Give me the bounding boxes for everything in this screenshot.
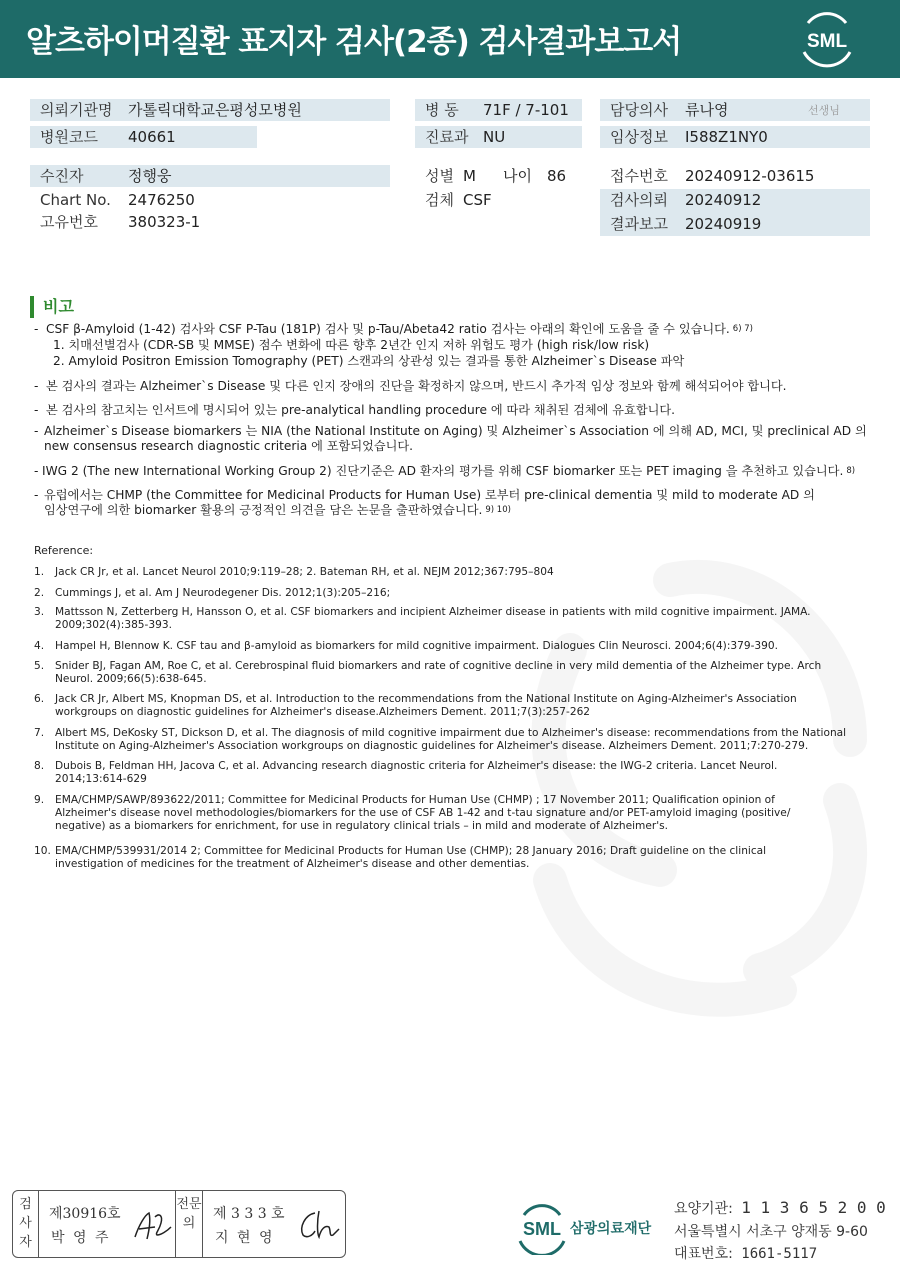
chart-field bbox=[30, 189, 390, 211]
reference-text: EMA/CHMP/539931/2014 2; Committee for Medicinal Products for Human Use (CHMP); 28 January 2016; Draft guideline on the clinical investigation of medicines for the treatment of Alzheimer's disease and other dementias. bbox=[55, 845, 767, 870]
unique-value: 380323-1 bbox=[128, 213, 201, 231]
receipt-field bbox=[600, 165, 870, 187]
remark-sup: 8) bbox=[846, 466, 856, 476]
specimen-field bbox=[415, 189, 582, 211]
report-field bbox=[600, 213, 870, 235]
doctor-value: 류나영 bbox=[685, 101, 729, 119]
reference-heading: Reference: bbox=[34, 544, 94, 557]
remark-subitem: 1. 치매선별검사 (CDR-SB 및 MMSE) 점수 변화에 따른 향후 2년간 인지 저하 위험도 평가 (high risk/low risk) bbox=[53, 338, 650, 352]
report-header bbox=[0, 0, 900, 78]
specialist-license: 제 3 3 3 호 bbox=[213, 1206, 285, 1222]
footer-sml-logo-icon bbox=[512, 1201, 572, 1255]
reference-text: Mattsson N, Zetterberg H, Hansson O, et al. CSF biomarkers and incipient Alzheimer disease in patients with mild cognitive impairment. JAMA. 2009;302(4):385-393. bbox=[55, 606, 811, 631]
clinical-value: I588Z1NY0 bbox=[685, 128, 768, 146]
reference-number: 4. bbox=[34, 640, 45, 652]
reference-number: 10. bbox=[34, 845, 51, 857]
remark-subitem: 2. Amyloid Positron Emission Tomography (PET) 스캔과의 상관성 있는 결과를 통한 Alzheimer`s Disease 파악 bbox=[53, 354, 685, 368]
reference-number: 8. bbox=[34, 760, 45, 772]
sex-label: 성별 bbox=[425, 167, 454, 185]
specimen-value: CSF bbox=[463, 191, 492, 209]
ward-value: 71F / 7-101 bbox=[483, 101, 569, 119]
dept-label: 진료과 bbox=[425, 128, 469, 146]
remark-text: 유럽에서는 CHMP (the Committee for Medicinal Products for Human Use) 로부터 pre-clinical dementia 및 mild to moderate AD 의 bbox=[44, 488, 815, 502]
reference-text: EMA/CHMP/SAWP/893622/2011; Committee for Medicinal Products for Human Use (CHMP) ; 17 November 2011; Qualification opinion of Alzheimer's disease novel methodologies/biomarkers for the use of CSF AB 1-42 and t-tau signature and/or PET-amyloid imaging (positive/ negative) as a biomarkers for enrichment, for use in regulatory clinical trials – in mild and moderate of Alzheimer's. bbox=[55, 794, 791, 832]
footer-address: 서울특별시 서초구 양재동 9-60 bbox=[674, 1224, 868, 1240]
reference-number: 7. bbox=[34, 727, 45, 739]
reference-number: 1. bbox=[34, 566, 45, 578]
reference-text: Albert MS, DeKosky ST, Dickson D, et al. The diagnosis of mild cognitive impairment due to Alzheimer's disease: recommendations from the National Institute on Aging-Alzheimer's Association workgroups on diagnostic guidelines for Alzheimer's disease. Alzheimers Dement. 2011;7:270-279. bbox=[55, 727, 847, 752]
care-number: 1 1 3 6 5 2 0 0 bbox=[741, 1198, 886, 1217]
request-field bbox=[600, 189, 870, 211]
specimen-label: 검체 bbox=[425, 191, 454, 209]
unique-field bbox=[30, 211, 390, 233]
remark-text-cont: new consensus research diagnostic criteria 에 포함되었습니다. bbox=[44, 439, 414, 453]
specialist-name: 지 현 영 bbox=[215, 1230, 273, 1246]
inspector-license: 제30916호 bbox=[49, 1206, 121, 1222]
sml-logo-icon bbox=[796, 10, 858, 68]
age-value: 86 bbox=[547, 167, 567, 185]
report-label: 결과보고 bbox=[610, 215, 668, 233]
remark-text-cont: 임상연구에 의한 biomarker 활용의 긍정적인 의견을 담은 논문을 출판하였습니다. bbox=[44, 503, 483, 517]
reference-text: Hampel H, Blennow K. CSF tau and β-amyloid as biomarkers for mild cognitive impairment. Dialogues Clin Neurosci. 2004;6(4):379-390. bbox=[55, 640, 779, 652]
inspector-name: 박 영 주 bbox=[51, 1230, 109, 1246]
reference-text: Jack CR Jr, et al. Lancet Neurol 2010;9:119–28; 2. Bateman RH, et al. NEJM 2012;367:795–804 bbox=[55, 566, 554, 578]
care-label: 요양기관: bbox=[674, 1201, 733, 1217]
sex-field bbox=[415, 165, 582, 187]
reference-number: 2. bbox=[34, 587, 45, 599]
footer-org-name: 삼광의료재단 bbox=[570, 1221, 652, 1237]
ward-field bbox=[415, 99, 582, 121]
sex-value: M bbox=[463, 167, 476, 185]
remarks-title: 비고 bbox=[30, 296, 74, 318]
footer-phone bbox=[674, 1243, 817, 1263]
remark-text: 본 검사의 참고치는 인서트에 명시되어 있는 pre-analytical handling procedure 에 따라 채취된 검체에 유효합니다. bbox=[46, 403, 676, 417]
reference-number: 3. bbox=[34, 606, 45, 618]
inspector-role: 검사자 bbox=[13, 1191, 39, 1257]
doctor-title: 선생님 bbox=[808, 104, 840, 117]
reference-number: 9. bbox=[34, 794, 45, 806]
examinee-field bbox=[30, 165, 390, 187]
care-institution bbox=[674, 1198, 886, 1218]
remark-sup: 6) 7) bbox=[732, 324, 753, 334]
specialist-role: 전문의 bbox=[175, 1191, 203, 1257]
inspector-signature-icon bbox=[129, 1209, 175, 1243]
clinical-field bbox=[600, 126, 870, 148]
chart-label: Chart No. bbox=[40, 191, 111, 209]
request-value: 20240912 bbox=[685, 191, 762, 209]
logo-text: SML bbox=[806, 31, 848, 52]
remark-text: Alzheimer`s Disease biomarkers 는 NIA (the National Institute on Aging) 및 Alzheimer`s Association 에 의해 AD, MCI, 및 preclinical AD 의 bbox=[44, 424, 867, 438]
dept-value: NU bbox=[483, 128, 506, 146]
reference-text: Cummings J, et al. Am J Neurodegener Dis. 2012;1(3):205–216; bbox=[55, 587, 391, 599]
dept-field bbox=[415, 126, 582, 148]
clinical-label: 임상정보 bbox=[610, 128, 668, 146]
institution-field bbox=[30, 99, 390, 121]
hospital-code-label: 병원코드 bbox=[40, 128, 98, 146]
hospital-code-field bbox=[30, 126, 257, 148]
receipt-value: 20240912-03615 bbox=[685, 167, 815, 185]
phone-label: 대표번호: bbox=[674, 1246, 733, 1262]
report-value: 20240919 bbox=[685, 215, 762, 233]
remark-text: CSF β-Amyloid (1-42) 검사와 CSF P-Tau (181P) 검사 및 p-Tau/Abeta42 ratio 검사는 아래의 확인에 도움을 줄 수 있습니다. bbox=[46, 322, 730, 336]
unique-label: 고유번호 bbox=[40, 213, 98, 231]
report-title: 알츠하이머질환 표지자 검사(2종) 검사결과보고서 bbox=[26, 24, 682, 60]
reference-text: Jack CR Jr, Albert MS, Knopman DS, et al. Introduction to the recommendations from the National Institute on Aging-Alzheimer's Association workgroups on diagnostic guidelines for Alzheimer's disease.Alzheimers Dement. 2011;7(3):257-262 bbox=[55, 693, 797, 718]
signature-box bbox=[12, 1190, 346, 1258]
phone-number: 1661-5117 bbox=[741, 1246, 818, 1262]
chart-value: 2476250 bbox=[128, 191, 195, 209]
remark-text: 본 검사의 결과는 Alzheimer`s Disease 및 다른 인지 장애의 진단을 확정하지 않으며, 반드시 추가적 임상 정보와 함께 해석되어야 합니다. bbox=[46, 379, 787, 393]
reference-text: Dubois B, Feldman HH, Jacova C, et al. Advancing research diagnostic criteria for Alzheimer's disease: the IWG-2 criteria. Lancet Neurol. 2014;13:614-629 bbox=[55, 760, 778, 785]
remark-sup: 9) 10) bbox=[485, 505, 511, 515]
receipt-label: 접수번호 bbox=[610, 167, 668, 185]
ward-label: 병 동 bbox=[425, 101, 459, 119]
institution-label: 의뢰기관명 bbox=[40, 101, 113, 119]
age-label: 나이 bbox=[503, 167, 532, 185]
doctor-label: 담당의사 bbox=[610, 101, 668, 119]
reference-number: 6. bbox=[34, 693, 45, 705]
remark-text: IWG 2 (The new International Working Group 2) 진단기준은 AD 환자의 평가를 위해 CSF biomarker 또는 PET imaging 을 추천하고 있습니다. bbox=[42, 464, 844, 478]
examinee-value: 정행웅 bbox=[128, 167, 172, 185]
request-label: 검사의뢰 bbox=[610, 191, 668, 209]
reference-number: 5. bbox=[34, 660, 45, 672]
footer-logo-text: SML bbox=[523, 1219, 561, 1239]
examinee-label: 수진자 bbox=[40, 167, 84, 185]
doctor-field bbox=[600, 99, 870, 121]
institution-value: 가톨릭대학교은평성모병원 bbox=[128, 101, 302, 119]
hospital-code-value: 40661 bbox=[128, 128, 176, 146]
reference-text: Snider BJ, Fagan AM, Roe C, et al. Cerebrospinal fluid biomarkers and rate of cognitive decline in very mild dementia of the Alzheimer type. Arch Neurol. 2009;66(5):638-645. bbox=[55, 660, 822, 685]
specialist-signature-icon bbox=[295, 1207, 341, 1243]
